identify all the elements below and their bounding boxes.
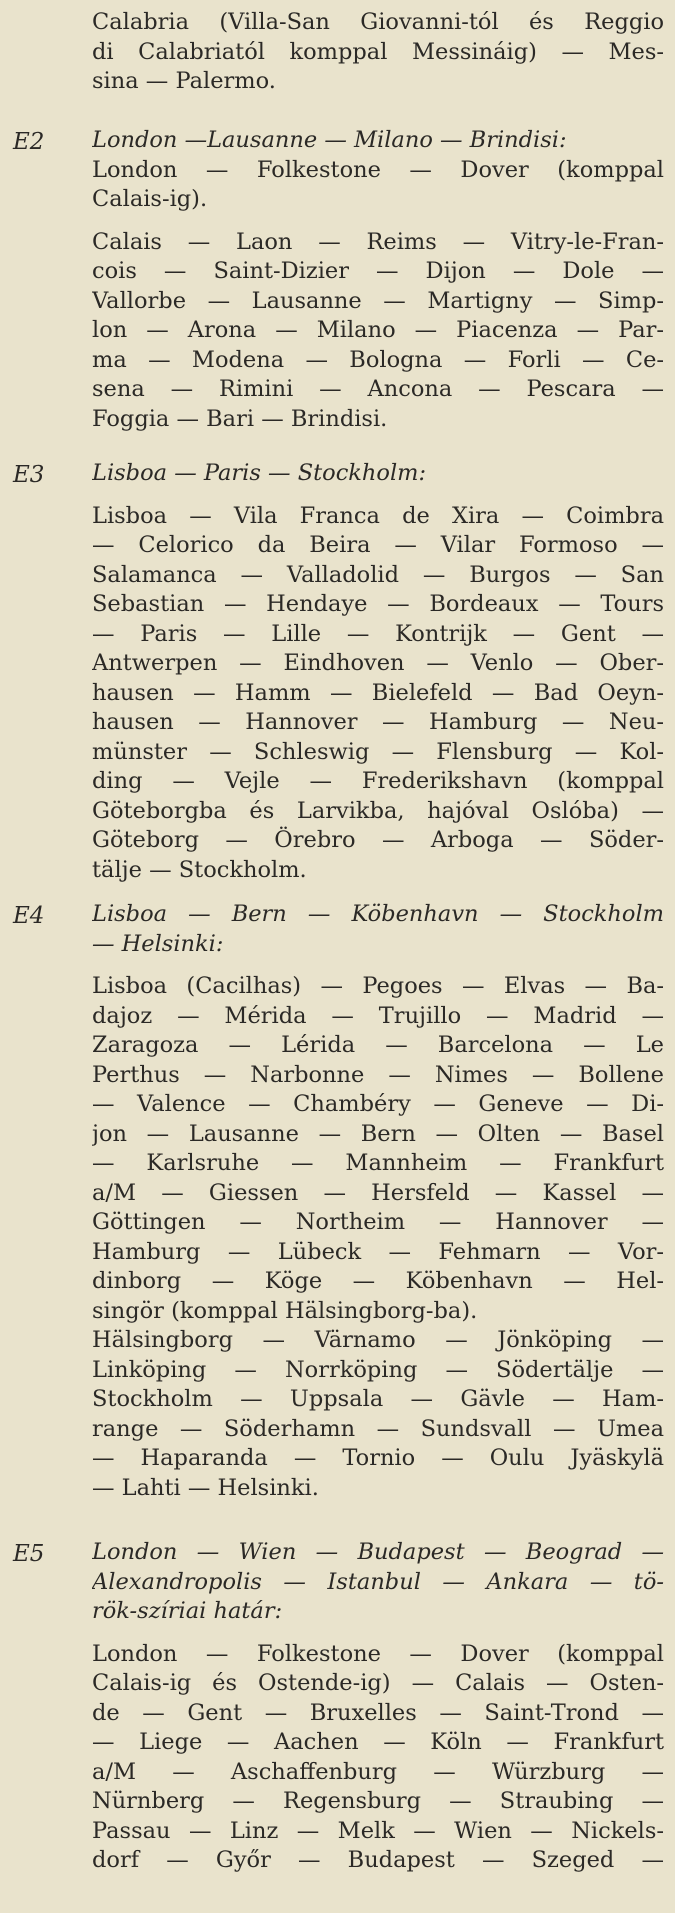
text-line: London — Folkestone — Dover (komppal	[92, 156, 664, 183]
route-title	[92, 126, 664, 156]
text-line: Göteborg — Örebro — Arboga — Söder-	[92, 827, 664, 853]
text-line: Zaragoza — Lérida — Barcelona — Le	[92, 1032, 664, 1058]
text-line: dajoz — Mérida — Trujillo — Madrid —	[92, 1002, 664, 1029]
text-line: — Haparanda — Tornio — Oulu Jyäskylä	[92, 1445, 664, 1471]
text-line: Calais-ig).	[92, 186, 208, 212]
text-line: Hälsingborg — Värnamo — Jönköping —	[92, 1327, 664, 1353]
route-code: E2	[13, 129, 45, 155]
text-line: Sebastian — Hendaye — Bordeaux — Tours	[92, 591, 664, 617]
text-line: Passau — Linz — Melk — Wien — Nickels-	[92, 1817, 664, 1844]
text-line: a/M — Aschaffenburg — Würzburg —	[92, 1758, 664, 1785]
text-line: — Valence — Chambéry — Geneve — Di-	[92, 1091, 664, 1117]
route-code: E3	[13, 462, 45, 488]
text-line: Linköping — Norrköping — Södertälje —	[92, 1356, 664, 1383]
text-line: Lisboa — Vila Franca de Xira — Coimbra	[92, 502, 664, 529]
route-body	[92, 1538, 664, 1876]
text-line: — Karlsruhe — Mannheim — Frankfurt	[92, 1150, 664, 1176]
text-line: Hamburg — Lübeck — Fehmarn — Vor-	[92, 1238, 664, 1265]
text-line: Calais-ig és Ostende-ig) — Calais — Osten-	[92, 1670, 664, 1696]
text-line: lon — Arona — Milano — Piacenza — Par-	[92, 317, 664, 343]
text-line: Göttingen — Northeim — Hannover —	[92, 1209, 664, 1235]
text-line: tälje — Stockholm.	[92, 856, 307, 883]
route-paragraph	[92, 972, 664, 1503]
text-line: jon — Lausanne — Bern — Olten — Basel	[92, 1120, 664, 1147]
route-body	[92, 459, 664, 885]
text-line: London — Folkestone — Dover (komppal	[92, 1640, 664, 1667]
route-paragraph	[92, 228, 664, 435]
route-paragraph	[92, 1640, 664, 1876]
title-line: — Helsinki:	[92, 930, 224, 957]
text-line: Göteborgba és Larvikba, hajóval Oslóba) —	[92, 797, 664, 824]
route-title	[92, 459, 664, 489]
text-line: ding — Vejle — Frederikshavn (komppal	[92, 768, 664, 794]
text-line: hausen — Hamm — Bielefeld — Bad Oeyn-	[92, 679, 664, 706]
text-line: ma — Modena — Bologna — Forli — Ce-	[92, 346, 664, 373]
title-line: London —Lausanne — Milano — Brindisi:	[92, 127, 567, 153]
route-body	[92, 126, 664, 434]
text-line: Perthus — Narbonne — Nimes — Bollene	[92, 1061, 664, 1088]
text-line: hausen — Hannover — Hamburg — Neu-	[92, 709, 664, 735]
text-line: de — Gent — Bruxelles — Saint-Trond —	[92, 1699, 664, 1726]
title-line: London — Wien — Budapest — Beograd —	[92, 1539, 664, 1565]
text-line: Calabria (Villa-San Giovanni-tól és Reggio	[92, 9, 664, 35]
route-title	[92, 900, 664, 959]
text-line: dinborg — Köge — Köbenhavn — Hel-	[92, 1268, 664, 1294]
text-line: Calais — Laon — Reims — Vitry-le-Fran-	[92, 228, 664, 255]
title-line: Lisboa — Paris — Stockholm:	[92, 460, 427, 486]
text-line: — Lahti — Helsinki.	[92, 1474, 319, 1501]
text-line: Vallorbe — Lausanne — Martigny — Simp-	[92, 287, 664, 314]
route-code: E5	[13, 1541, 45, 1567]
route-paragraph	[92, 156, 664, 215]
title-line: Alexandropolis — Istanbul — Ankara — tö-	[92, 1568, 664, 1595]
intro-paragraph	[92, 8, 664, 97]
text-line: Nürnberg — Regensburg — Straubing —	[92, 1788, 664, 1814]
text-line: singör (komppal Hälsingborg-ba).	[92, 1297, 478, 1324]
text-line: sina — Palermo.	[92, 68, 276, 94]
text-line: range — Söderhamn — Sundsvall — Umea	[92, 1415, 664, 1442]
title-line: rök-szíriai határ:	[92, 1598, 283, 1624]
route-code: E4	[13, 903, 45, 929]
text-line: dorf — Győr — Budapest — Szeged —	[92, 1847, 664, 1873]
route-title	[92, 1538, 664, 1627]
text-line: Foggia — Bari — Brindisi.	[92, 405, 388, 432]
text-line: Stockholm — Uppsala — Gävle — Ham-	[92, 1386, 664, 1412]
text-line: Salamanca — Valladolid — Burgos — San	[92, 561, 664, 588]
text-line: Lisboa (Cacilhas) — Pegoes — Elvas — Ba-	[92, 973, 664, 999]
route-paragraph	[92, 502, 664, 886]
text-line: — Paris — Lille — Kontrijk — Gent —	[92, 620, 664, 647]
text-line: sena — Rimini — Ancona — Pescara —	[92, 376, 664, 402]
text-line: — Celorico da Beira — Vilar Formoso —	[92, 532, 664, 558]
text-line: — Liege — Aachen — Köln — Frankfurt	[92, 1729, 664, 1755]
text-line: cois — Saint-Dizier — Dijon — Dole —	[92, 258, 664, 284]
route-body	[92, 900, 664, 1503]
text-line: di Calabriatól komppal Messináig) — Mes-	[92, 38, 664, 65]
text-line: a/M — Giessen — Hersfeld — Kassel —	[92, 1179, 664, 1206]
text-line: Antwerpen — Eindhoven — Venlo — Ober-	[92, 650, 664, 676]
text-line: münster — Schleswig — Flensburg — Kol-	[92, 738, 664, 765]
title-line: Lisboa — Bern — Köbenhavn — Stockholm	[92, 901, 664, 927]
